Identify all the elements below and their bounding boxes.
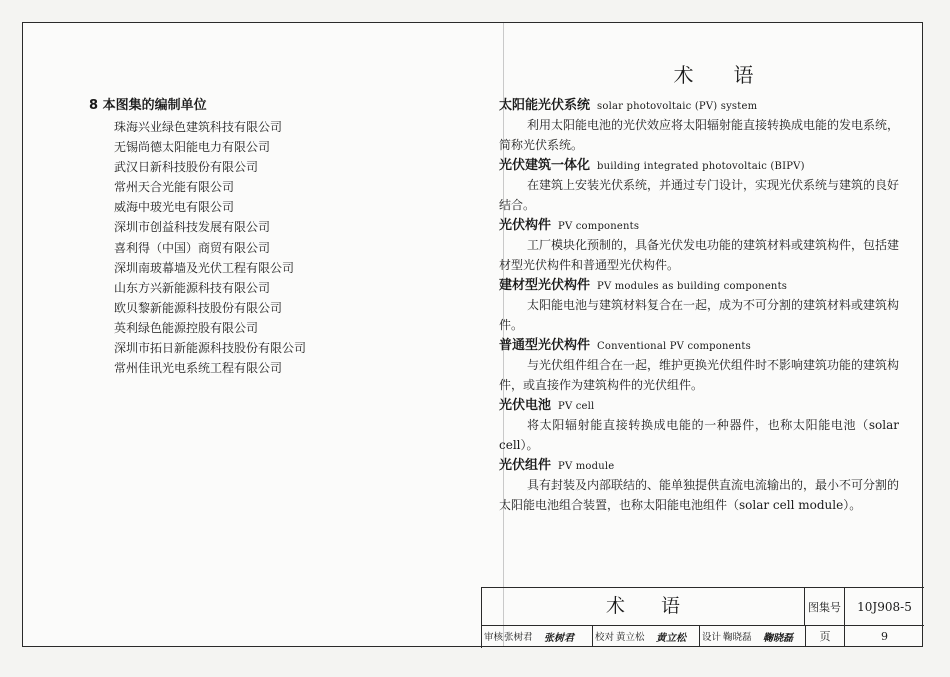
check-label: 校对 [595, 632, 615, 643]
list-item: 英利绿色能源控股有限公司 [114, 320, 259, 335]
signature-row [482, 625, 805, 647]
list-item: 深圳市拓日新能源科技股份有限公司 [114, 341, 307, 356]
list-item: 无锡尚德太阳能电力有限公司 [114, 140, 271, 155]
term-definition: 与光伏组件组合在一起，维护更换光伏组件时不影响建筑功能的建筑构件，或直接作为建筑构件的光伏组件。 [499, 358, 900, 392]
reviewer-signature: 张树君 [544, 633, 574, 644]
term-definition: 将太阳辐射能直接转换成电能的一种器件，也称太阳能电池（solar cell）。 [499, 418, 899, 452]
drawing-name: 术语 [482, 588, 805, 625]
list-item: 威海中玻光电有限公司 [114, 200, 235, 215]
term-english: PV cell [558, 401, 595, 412]
term-name: 光伏建筑一体化 [499, 158, 591, 173]
term-name: 光伏组件 [499, 458, 552, 473]
list-item: 深圳南玻幕墙及光伏工程有限公司 [114, 260, 295, 275]
term-english: PV module [558, 461, 615, 472]
term-entry [499, 395, 899, 455]
page-title: 术语 [673, 63, 794, 87]
checker-name: 黄立松 [616, 632, 645, 643]
review-label: 审核 [484, 632, 504, 643]
list-item: 喜利得（中国）商贸有限公司 [114, 240, 271, 255]
designer-name: 鞠晓磊 [723, 632, 752, 643]
page-label: 页 [805, 625, 845, 647]
design-label: 设计 [702, 632, 722, 643]
reviewer-name: 张树君 [504, 632, 533, 643]
list-item: 常州天合光能有限公司 [114, 180, 235, 195]
term-name: 建材型光伏构件 [499, 278, 591, 293]
term-definition: 利用太阳能电池的光伏效应将太阳辐射能直接转换成电能的发电系统，简称光伏系统。 [499, 118, 900, 152]
list-item: 欧贝黎新能源科技股份有限公司 [114, 300, 283, 315]
term-name: 普通型光伏构件 [499, 338, 591, 353]
list-item: 珠海兴业绿色建筑科技有限公司 [114, 120, 283, 134]
atlas-no: 10J908-5 [857, 599, 912, 614]
designer-signature: 鞠晓磊 [763, 633, 793, 644]
term-english: solar photovoltaic (PV) system [597, 101, 758, 112]
term-english: PV modules as building components [597, 281, 788, 292]
list-item: 深圳市创益科技发展有限公司 [114, 220, 271, 235]
term-english: building integrated photovoltaic (BIPV) [597, 161, 805, 172]
section-heading: 8 本图集的编制单位 [89, 98, 207, 113]
atlas-no-label: 图集号 [805, 588, 845, 625]
term-entry [499, 455, 899, 515]
term-entry [499, 155, 899, 215]
compiling-units-list [114, 117, 306, 378]
term-english: Conventional PV components [597, 341, 751, 352]
term-name: 光伏电池 [499, 398, 552, 413]
terms-list [499, 95, 899, 515]
page-number: 9 [881, 629, 888, 643]
drawing-sheet [22, 22, 923, 647]
term-name: 光伏构件 [499, 218, 552, 233]
term-definition: 工厂模块化预制的，具备光伏发电功能的建筑材料或建筑构件，包括建材型光伏构件和普通型光伏构件。 [499, 238, 900, 272]
term-entry [499, 95, 899, 155]
list-item: 山东方兴新能源科技有限公司 [114, 280, 271, 295]
list-item: 武汉日新科技股份有限公司 [114, 160, 259, 175]
term-english: PV components [558, 221, 640, 232]
term-entry [499, 215, 899, 275]
title-block [481, 587, 924, 648]
term-definition: 在建筑上安装光伏系统，并通过专门设计，实现光伏系统与建筑的良好结合。 [499, 178, 900, 212]
term-entry [499, 275, 899, 335]
term-entry [499, 335, 899, 395]
term-definition: 具有封装及内部联结的、能单独提供直流电流输出的，最小不可分割的太阳能电池组合装置，也称太阳能电池组件（solar cell module）。 [499, 478, 900, 512]
checker-signature: 黄立松 [656, 633, 686, 644]
term-name: 太阳能光伏系统 [499, 98, 591, 113]
term-definition: 太阳能电池与建筑材料复合在一起，成为不可分割的建筑材料或建筑构件。 [499, 298, 900, 332]
list-item: 常州佳讯光电系统工程有限公司 [114, 361, 283, 376]
